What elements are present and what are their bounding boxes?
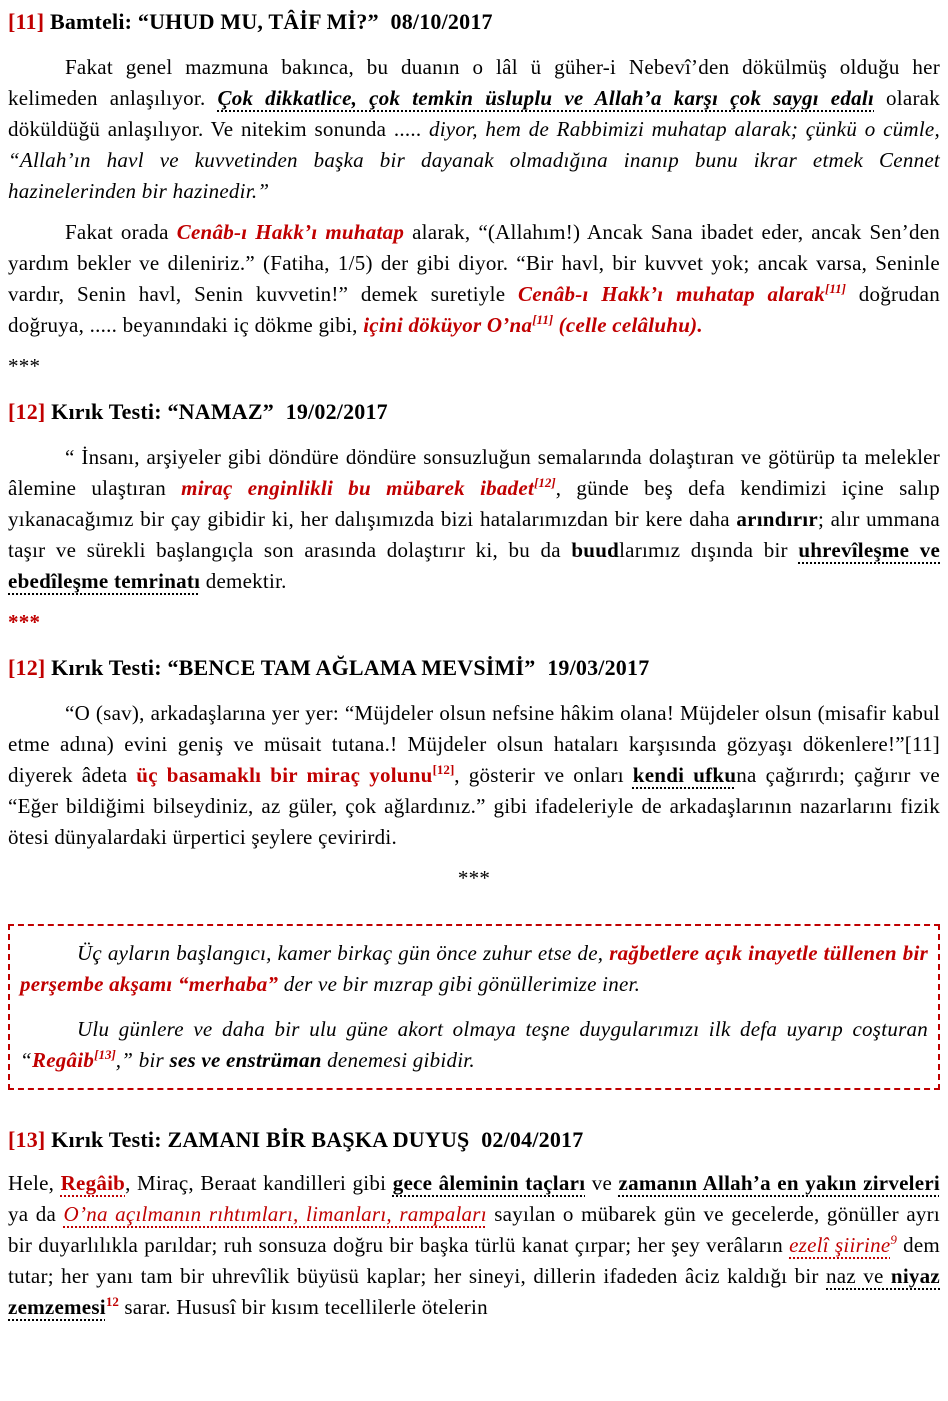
text-run: Cenâb-ı Hakk’ı muhatap alarak — [517, 282, 826, 306]
paragraph-aglama-mevsimi — [8, 698, 940, 853]
text-run: [11] — [825, 281, 847, 296]
heading-title: Kırık Testi: “NAMAZ” — [51, 399, 274, 424]
heading-ref-number: [12] — [8, 655, 46, 680]
text-run: zamanın Allah’a en yakın zirveleri — [618, 1171, 940, 1195]
text-run: arındırır — [736, 507, 818, 531]
text-run: [12] — [534, 475, 556, 490]
text-run: içini döküyor O’na — [363, 313, 533, 337]
text-run: niyaz zemzemesi — [8, 1264, 941, 1319]
text-run: Fakat genel mazmuna bakınca, bu duanın o lâl ü güher-i Nebevî’den dökülmüş olduğu her kelimeden anlaşılıyor. — [8, 55, 940, 110]
paragraph-uhud-2 — [8, 217, 940, 341]
text-run: kendi ufku — [632, 763, 737, 787]
text-run: ses ve enstrüman — [169, 1048, 322, 1072]
text-run: gece âleminin taçları — [392, 1171, 586, 1195]
text-run: denemesi gibidir. — [321, 1048, 475, 1072]
text-run: (celle celâluhu). — [553, 313, 703, 337]
text-run: olarak döküldüğü anlaşılıyor. Ve nitekim sonunda ..... — [8, 86, 941, 141]
section-heading-aglama-mevsimi — [8, 654, 940, 682]
text-run: , Miraç, Beraat kandilleri gibi — [125, 1171, 393, 1195]
text-run: O’na açılmanın rıhtımları, limanları, rampaları — [63, 1202, 487, 1226]
text-run: [13] — [94, 1047, 116, 1062]
text-run: dem tutar; her yanı tam bir uhrevîlik büyüsü kaplar; her sineyi, dillerin ifadeden âciz kaldığı bir — [8, 1233, 940, 1288]
paragraph-namaz — [8, 442, 940, 597]
text-run: sayılan o mübarek gün ve gecelerde, gönüller ayrı bir duyarlılıkla parıldar; ruh sonsuza doğru bir başka türlü kanat çırpar; her şey verâların — [8, 1202, 940, 1257]
section-heading-bamteli — [8, 8, 940, 36]
text-run: demektir. — [200, 569, 287, 593]
text-run: [11] — [532, 312, 554, 327]
text-run: doğrudan doğruya, ..... beyanındaki iç dökme gibi, — [8, 282, 941, 337]
text-run: , gösterir ve onları — [454, 763, 633, 787]
text-run: na çağırırdı; çağırır ve “Eğer bildiğimi bilseydiniz, az güler, çok ağlardınız.” gibi ifadeleriyle de arkadaşlarının nazarlarını fizik ötesi dünyalardaki ürpertici şeylere çevirirdi. — [8, 763, 940, 849]
text-run: Çok dikkatlice, çok temkin üsluplu ve Allah’a karşı çok saygı edalı — [217, 86, 875, 110]
separator-asterisks-red: *** — [8, 610, 41, 634]
quote-box-paragraph-1 — [20, 938, 928, 1000]
text-run: 9 — [890, 1232, 897, 1247]
paragraph-uhud-1 — [8, 52, 940, 207]
text-run: Cenâb-ı Hakk’ı muhatap — [176, 220, 405, 244]
text-run: Regâib — [31, 1048, 95, 1072]
heading-date: 19/03/2017 — [547, 655, 650, 680]
heading-ref-number: [13] — [8, 1127, 46, 1152]
text-run: ya da — [8, 1202, 64, 1226]
text-run: Üç ayların başlangıcı, kamer birkaç gün önce zuhur etse de, — [77, 941, 610, 965]
text-run: Hele, — [8, 1171, 61, 1195]
text-run: larımız dışında bir — [619, 538, 799, 562]
text-run: Fakat orada — [65, 220, 177, 244]
separator-asterisks: *** — [8, 354, 41, 378]
text-run: “O (sav), arkadaşlarına yer yer: “Müjdeler olsun nefsine hâkim olana! Müjdeler olsun (misafir kabul etme adına) evini geniş ve müsait tutana.! Müjdeler olsun hataları karşısında gözyaşı dökenlere!”[11] diyerek âdeta — [8, 701, 940, 787]
text-run: ,” bir — [115, 1048, 170, 1072]
text-run: ve — [585, 1171, 619, 1195]
text-run: miraç enginlikli bu mübarek ibadet — [181, 476, 535, 500]
heading-date: 19/02/2017 — [285, 399, 388, 424]
heading-date: 02/04/2017 — [481, 1127, 584, 1152]
text-run: ; alır ummana taşır ve sürekli başlangıçla son arasında dolaştırır ki, bu da — [8, 507, 940, 562]
heading-ref-number: [12] — [8, 399, 46, 424]
text-run: naz ve — [826, 1264, 891, 1288]
text-run: [12] — [432, 762, 455, 777]
text-run: der ve bir mızrap gibi gönüllerimize iner. — [278, 972, 641, 996]
heading-ref-number: [11] — [8, 9, 45, 34]
section-heading-namaz — [8, 398, 940, 426]
paragraph-zamani-duyus — [8, 1168, 940, 1323]
text-run: buud — [571, 538, 620, 562]
text-run: alarak, “(Allahım!) Ancak Sana ibadet eder, ancak Sen’den yardım bekler ve dileniriz.” (Fatiha, 1/5) der gibi diyor. “Bir havl, bir kuvvet yok; ancak varsa, Seninle vardır, Senin havl, Senin kuvvetin!” demek suretiyle — [8, 220, 941, 306]
text-run: Ulu günlere ve daha bir ulu güne akort olmaya teşne duygularımızı ilk defa uyarıp coşturan “ — [20, 1017, 928, 1072]
text-run: ezelî şiirine — [789, 1233, 891, 1257]
text-run: üç basamaklı bir miraç yolunu — [136, 763, 433, 787]
quote-box-paragraph-2 — [20, 1014, 928, 1076]
text-run: sarar. Hususî bir kısım tecellilerle ötelerin — [118, 1295, 488, 1319]
text-run: rağbetlere açık inayetle tüllenen bir perşembe akşamı “merhaba” — [20, 941, 929, 996]
text-run: Regâib — [60, 1171, 126, 1195]
text-run: 12 — [105, 1294, 119, 1309]
separator-asterisks-center: *** — [457, 866, 491, 890]
heading-title: Kırık Testi: “BENCE TAM AĞLAMA MEVSİMİ” — [51, 655, 536, 680]
heading-date: 08/10/2017 — [390, 9, 493, 34]
text-run: uhrevîleşme ve ebedîleşme temrinatı — [8, 538, 941, 593]
quote-box — [8, 924, 940, 1090]
text-run: , günde beş defa kendimizi içine salıp yıkanacağımız bir çay gibidir ki, her dalışımızda bizi hatalarımızdan bir kere daha — [8, 476, 940, 531]
heading-title: Kırık Testi: ZAMANI BİR BAŞKA DUYUŞ — [51, 1127, 470, 1152]
heading-title: Bamteli: “UHUD MU, TÂİF Mİ?” — [49, 9, 379, 34]
section-heading-zamani-duyus — [8, 1126, 940, 1154]
text-run: “ İnsanı, arşiyeler gibi döndüre döndüre sonsuzluğun semalarında dolaştıran ve götürüp ta melekler âlemine ulaştıran — [8, 445, 940, 500]
text-run: diyor, hem de Rabbimizi muhatap alarak; çünkü o cümle, “Allah’ın havl ve kuvvetinden başka bir dayanak olmadığına inanıp bunu ikrar etmek Cennet hazinelerinden bir hazinedir.” — [8, 117, 940, 203]
